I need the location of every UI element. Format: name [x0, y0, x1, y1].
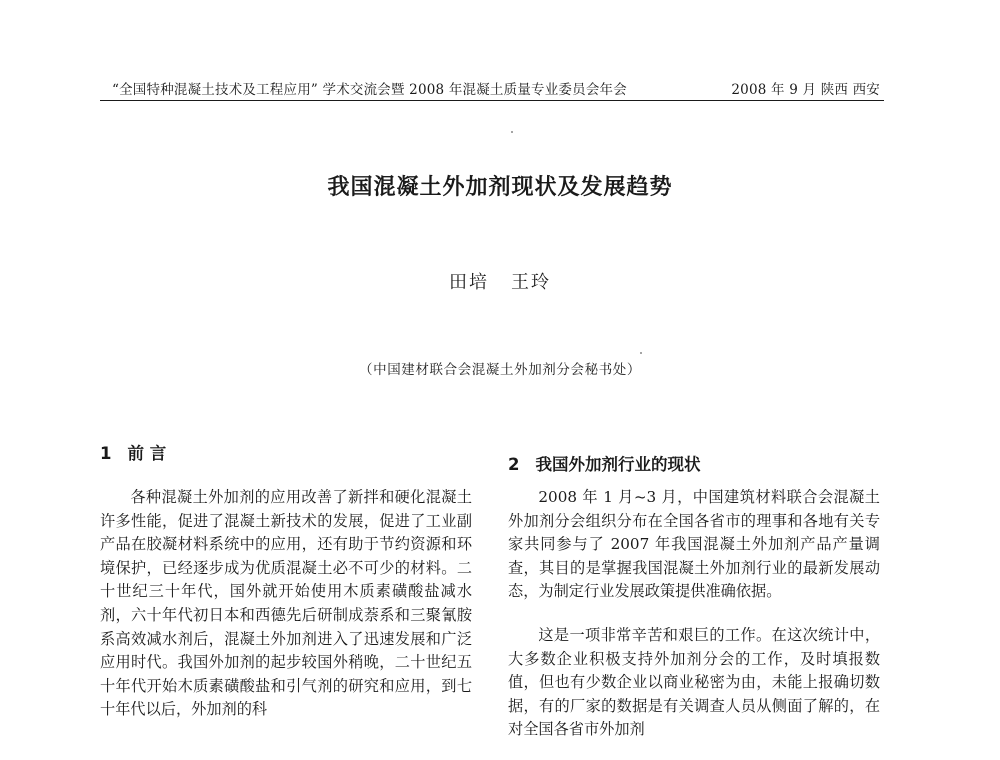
conference-name: “全国特种混凝土技术及工程应用” 学术交流会暨 2008 年混凝土质量专业委员会年会 — [112, 82, 627, 98]
section-title: 前 言 — [127, 444, 167, 463]
author-affiliation: （中国建材联合会混凝土外加剂分会秘书处） — [359, 362, 641, 378]
section-heading — [508, 451, 700, 475]
paragraph: 这是一项非常辛苦和艰巨的工作。在这次统计中，大多数企业积极支持外加剂分会的工作，及时填报数值，但也有少数企业以商业秘密为由，未能上报确切数据，有的厂家的数据是有关调查人员从侧面了解的，在对全国各省市外加剂 — [508, 625, 880, 739]
section-title: 我国外加剂行业的现状 — [535, 455, 701, 474]
author-name: 王玲 — [511, 272, 551, 293]
section-number: 2 — [508, 455, 520, 474]
running-header — [112, 78, 880, 98]
author-name: 田培 — [449, 272, 489, 293]
section-heading — [100, 440, 166, 464]
header-rule — [100, 100, 884, 101]
conference-date-place: 2008 年 9 月 陕西 西安 — [731, 82, 880, 98]
scan-speck — [640, 352, 642, 354]
scan-speck — [511, 131, 513, 133]
paragraph: 各种混凝土外加剂的应用改善了新拌和硬化混凝土许多性能，促进了混凝土新技术的发展，促进了工业副产品在胶凝材料系统中的应用，还有助于节约资源和环境保护，已经逐步成为优质混凝土必不可少的材料。二十世纪三十年代，国外就开始使用木质素磺酸盐减水剂，六十年代初日本和西德先后研制成萘系和三聚氰胺系高效减水剂后，混凝土外加剂进入了迅速发展和广泛应用时代。我国外加剂的起步较国外稍晚，二十世纪五十年代开始木质素磺酸盐和引气剂的研究和应用，到七十年代以后，外加剂的科 — [100, 488, 472, 719]
section-number: 1 — [100, 444, 112, 463]
author-list — [0, 268, 1000, 294]
section-1-body — [100, 486, 472, 722]
section-2-body — [508, 486, 880, 742]
paragraph: 2008 年 1 月~3 月，中国建筑材料联合会混凝土外加剂分会组织分布在全国各省市的理事和各地有关专家共同参与了 2007 年我国混凝土外加剂产品产量调查，其目的是掌握我国混凝土外加剂行业的最新发展动态，为制定行业发展政策提供准确依据。 — [508, 488, 880, 601]
paper-title: 我国混凝土外加剂现状及发展趋势 — [327, 175, 673, 200]
